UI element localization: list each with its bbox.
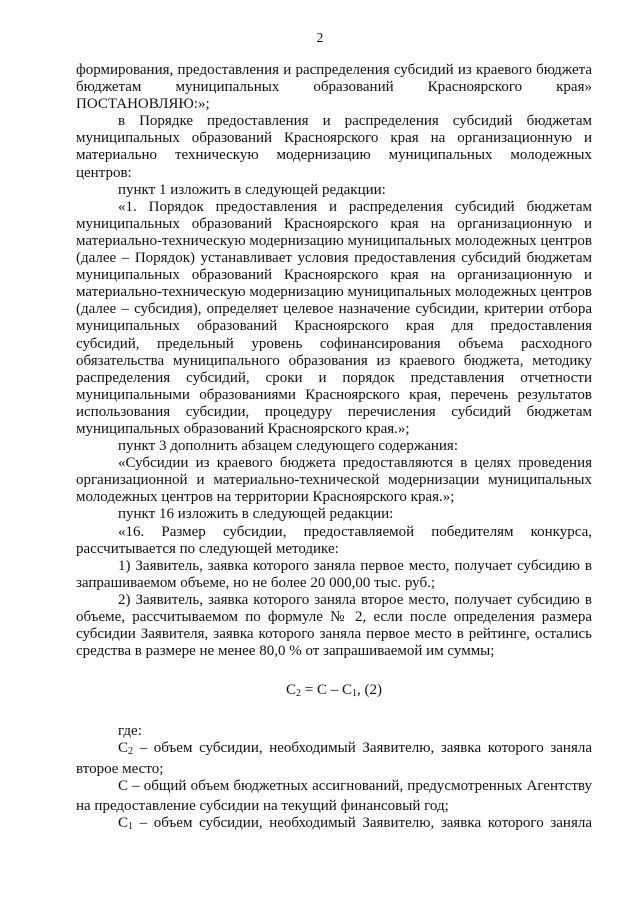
paragraph: «1. Порядок предоставления и распределения субсидий бюджетам муниципальных образований Красноярского края на организационную и материально-техническую модернизацию муниципальных молодежных центров (далее – Порядок) устанавливает условия предоставления субсидий бюджетам муниципальных образований Красноярского края на организационную и материально-техническую модернизацию муниципальных молодежных центров (далее – субсидия), определяет целевое назначение субсидии, критерии отбора муниципальных образований Красноярского края для предоставления субсидий, предельный уровень софинансирования объема расходного обязательства муниципального образования из краевого бюджета, методику распределения субсидий, сроки и порядок представления отчетности муниципальными образованиями Красноярского края, перечень результатов использования субсидии, процедуру перечисления субсидий бюджетам муниципальных образований Красноярского края.»; (76, 198, 592, 437)
definition-item (76, 778, 592, 815)
definition-text: – объем субсидии, необходимый Заявителю, заявка которого заняла второе место; (76, 740, 592, 777)
formula-number: , (2) (357, 682, 382, 699)
definition-item (76, 815, 592, 835)
paragraph: формирования, предоставления и распределения субсидий из краевого бюджета бюджетам муниципальных образований Красноярского края» ПОСТАНОВЛЯЮ:»; (76, 62, 592, 113)
document-body (76, 62, 592, 835)
paragraph: «16. Размер субсидии, предоставляемой победителям конкурса, рассчитывается по следующей методике: (76, 523, 592, 557)
formula-rhs-subscript: 1 (352, 688, 357, 700)
definition-subscript: 2 (128, 746, 134, 758)
formula-middle: = C – C (301, 682, 352, 699)
formula-lhs-subscript: 2 (296, 688, 302, 700)
formula-lhs: C (286, 682, 297, 699)
page-number: 2 (316, 30, 324, 45)
paragraph: в Порядке предоставления и распределения субсидий бюджетам муниципальных образований Красноярского края на организационную и материально техническую модернизацию муниципальных молодежных центров: (76, 113, 592, 181)
paragraph: 1) Заявитель, заявка которого заняла первое место, получает субсидию в запрашиваемом объеме, но не более 20 000,00 тыс. руб.; (76, 557, 592, 591)
paragraph: 2) Заявитель, заявка которого заняла второе место, получает субсидию в объеме, рассчитываемом по формуле № 2, если после определения размера субсидии Заявителя, заявка которого заняла первое место в рейтинге, остались средства в размере не менее 80,0 % от запрашиваемой им суммы; (76, 591, 592, 660)
where-label: где: (118, 723, 142, 740)
definition-symbol: C (118, 814, 129, 831)
definition-symbol: C (118, 777, 129, 794)
formula (76, 682, 592, 702)
paragraph: пункт 16 изложить в следующей редакции: (118, 506, 394, 523)
definition-subscript: 1 (128, 820, 134, 832)
paragraph: «Субсидии из краевого бюджета предоставляются в целях проведения организационной и материально-технической модернизации муниципальных молодежных центров на территории Красноярского края.»; (76, 455, 592, 506)
definition-text: – общий объем бюджетных ассигнований, предусмотренных Агентству на предоставление субсидии на текущий финансовый год; (76, 777, 592, 814)
definition-item (76, 740, 592, 777)
definition-text: – объем субсидии, необходимый Заявителю, заявка которого заняла (133, 814, 592, 831)
definition-symbol: C (118, 740, 129, 757)
paragraph: пункт 1 изложить в следующей редакции: (118, 181, 386, 198)
paragraph: пункт 3 дополнить абзацем следующего содержания: (118, 438, 458, 455)
